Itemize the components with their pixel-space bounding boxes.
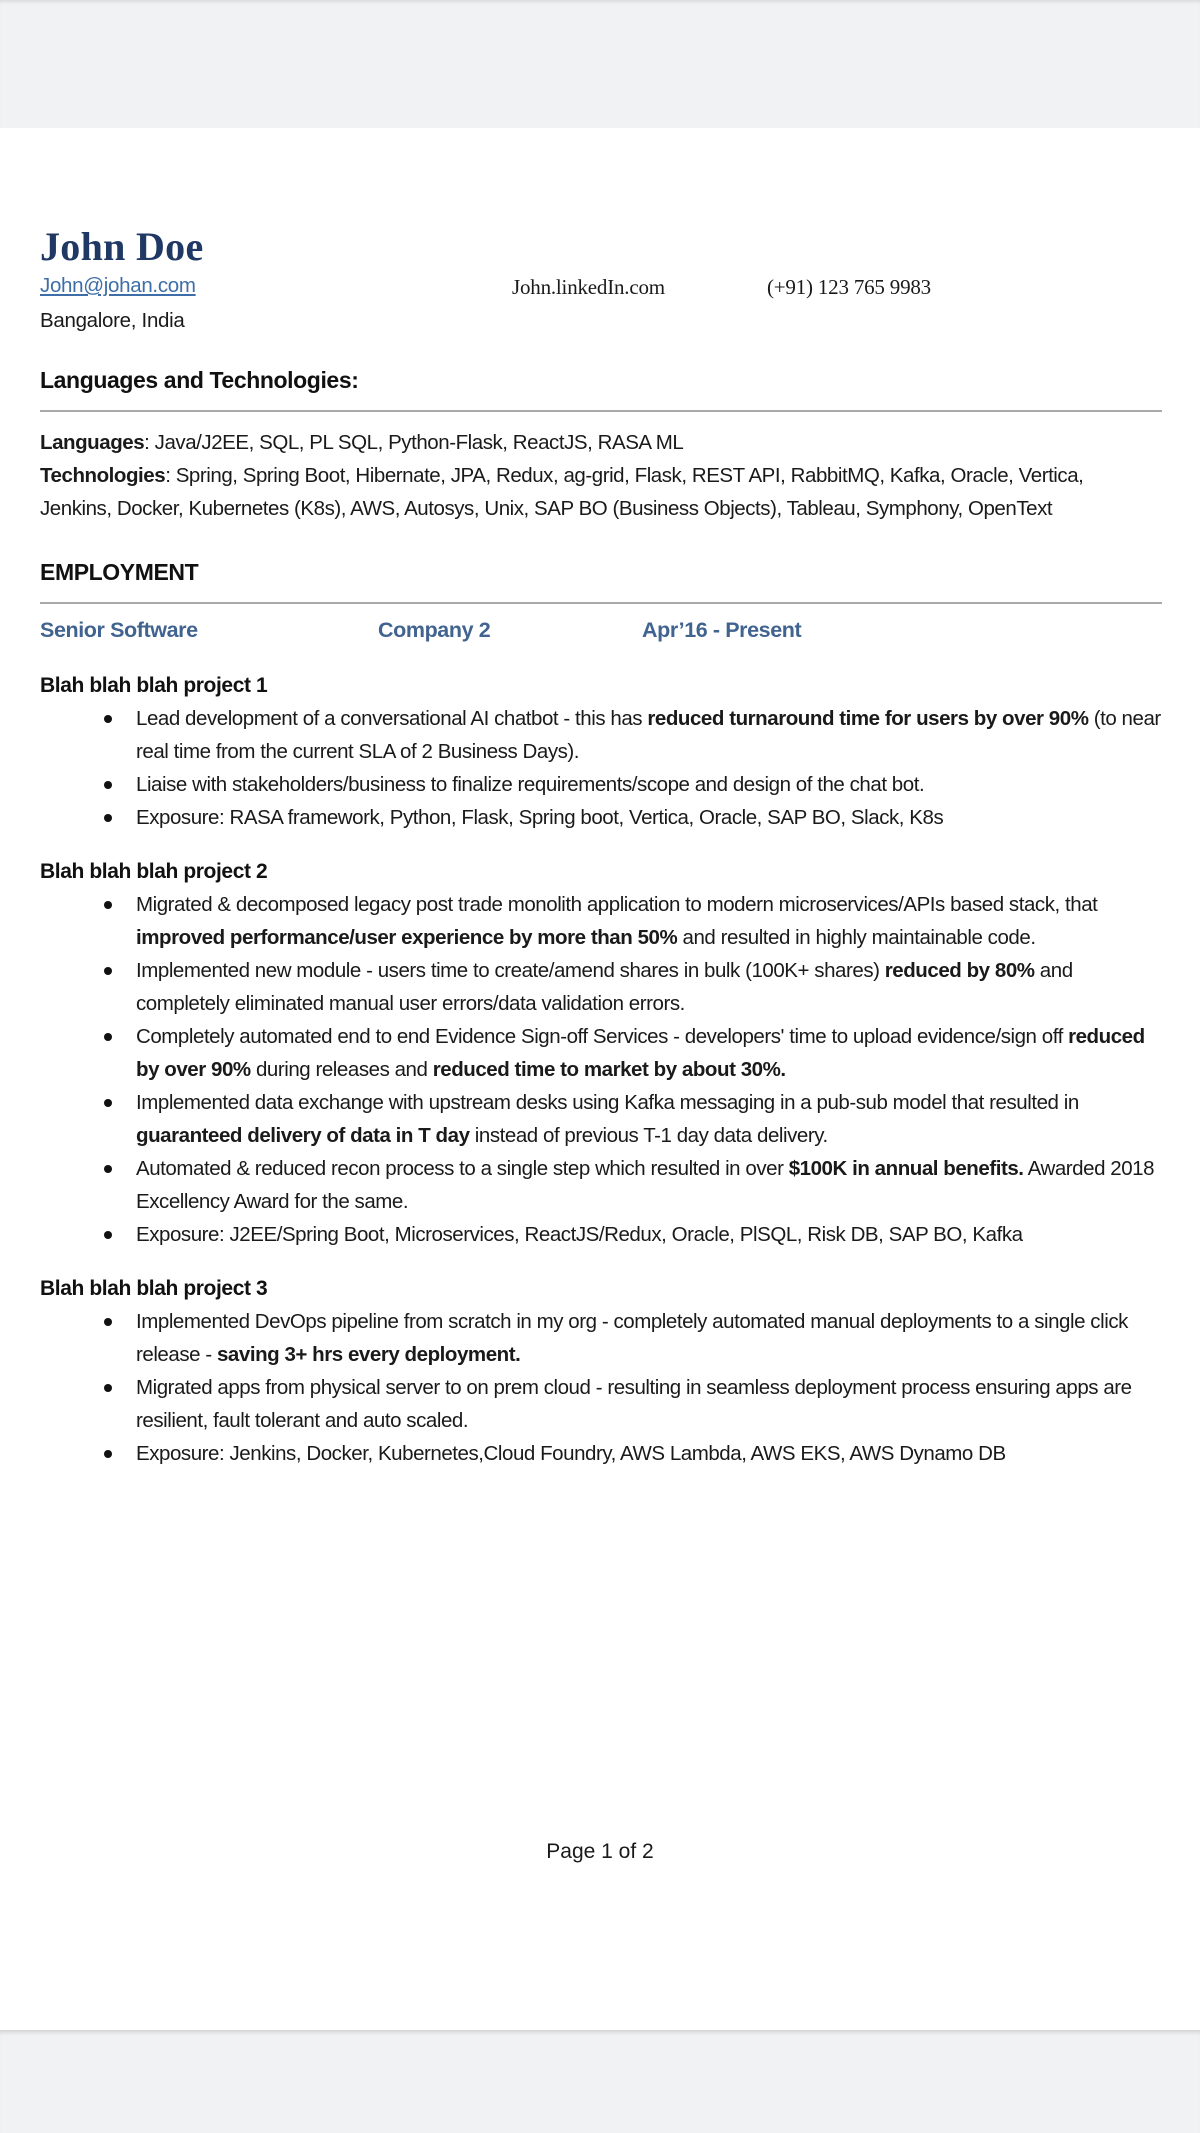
bullet-text: Exposure: J2EE/Spring Boot, Microservices, ReactJS/Redux, Oracle, PlSQL, Risk DB, SAP BO, Kafka <box>136 1223 1023 1246</box>
bullet-text: Exposure: RASA framework, Python, Flask, Spring boot, Vertica, Oracle, SAP BO, Slack, K8s <box>136 806 944 829</box>
bullet-text: Implemented DevOps pipeline from scratch in my org - completely automated manual deployments to a single click release - <box>136 1310 1128 1366</box>
page-indicator: Page 1 of 2 <box>546 1840 654 1863</box>
bullet-text: and resulted in highly maintainable code. <box>677 926 1036 949</box>
skills-section-heading: Languages and Technologies: <box>40 367 359 393</box>
bullet-text: instead of previous T-1 day data delivery. <box>469 1124 828 1147</box>
job-header-row <box>40 618 1164 656</box>
bullet-text: Lead development of a conversational AI chatbot - this has <box>136 707 648 730</box>
contact-row <box>40 274 1164 308</box>
bullet-emphasis: reduced by over 90% <box>136 1025 1145 1081</box>
skills-section-divider <box>40 410 1162 412</box>
bullet-emphasis: improved performance/user experience by more than 50% <box>136 926 678 949</box>
projects-container <box>40 674 1164 1470</box>
bullet-text: during releases and <box>250 1058 433 1081</box>
list-item <box>100 768 1164 801</box>
bullet-text: Liaise with stakeholders/business to finalize requirements/scope and design of the chat bot. <box>136 773 925 796</box>
bullet-text: Completely automated end to end Evidence Sign-off Services - developers' time to upload evidence/sign off <box>136 1025 1069 1048</box>
employment-section-divider <box>40 602 1162 604</box>
project-bullet-list <box>40 1305 1164 1470</box>
list-item <box>100 954 1164 1020</box>
bullet-emphasis: reduced time to market by about 30%. <box>432 1058 786 1081</box>
phone-text: (+91) 123 765 9983 <box>767 275 931 299</box>
bullet-text: (to near real time from the current SLA of 2 Business Days). <box>136 707 1161 763</box>
project-bullet-list <box>40 702 1164 834</box>
list-item <box>100 888 1164 954</box>
linkedin-text: John.linkedIn.com <box>512 275 665 299</box>
bullet-text: Awarded 2018 Excellency Award for the same. <box>136 1157 1155 1213</box>
page-title: John Doe <box>40 224 204 269</box>
bullet-text: Exposure: Jenkins, Docker, Kubernetes,Cloud Foundry, AWS Lambda, AWS EKS, AWS Dynamo DB <box>136 1442 1006 1465</box>
technologies-value: : Spring, Spring Boot, Hibernate, JPA, Redux, ag-grid, Flask, REST API, RabbitMQ, Kafka, Oracle, Vertica, Jenkins, Docker, Kubernetes (K8s), AWS, Autosys, Unix, SAP BO (Business Objects), Tableau, Symphony, OpenText <box>40 464 1084 520</box>
job-company: Company 2 <box>378 618 491 642</box>
employment-section-heading: EMPLOYMENT <box>40 559 199 585</box>
bullet-text: Implemented data exchange with upstream desks using Kafka messaging in a pub-sub model that resulted in <box>136 1091 1079 1114</box>
skills-body <box>40 426 1160 525</box>
project-block <box>40 1277 1164 1470</box>
bullet-text: Implemented new module - users time to create/amend shares in bulk (100K+ shares) <box>136 959 885 982</box>
project-title: Blah blah blah project 2 <box>40 860 268 883</box>
project-block <box>40 674 1164 834</box>
project-block <box>40 860 1164 1251</box>
technologies-label: Technologies <box>40 464 166 487</box>
project-bullet-list <box>40 888 1164 1251</box>
project-title: Blah blah blah project 3 <box>40 1277 268 1300</box>
list-item <box>100 1371 1164 1437</box>
job-dates: Apr’16 - Present <box>642 618 802 642</box>
list-item <box>100 702 1164 768</box>
bullet-text: and completely eliminated manual user errors/data validation errors. <box>136 959 1073 1015</box>
list-item <box>100 801 1164 834</box>
job-title: Senior Software <box>40 618 198 642</box>
languages-value: : Java/J2EE, SQL, PL SQL, Python-Flask, ReactJS, RASA ML <box>144 431 684 454</box>
bullet-text: Automated & reduced recon process to a single step which resulted in over <box>136 1157 789 1180</box>
bullet-emphasis: $100K in annual benefits. <box>788 1157 1024 1180</box>
bullet-emphasis: saving 3+ hrs every deployment. <box>216 1343 521 1366</box>
list-item <box>100 1437 1164 1470</box>
bullet-emphasis: guaranteed delivery of data in T day <box>136 1124 470 1147</box>
bullet-emphasis: reduced turnaround time for users by over 90% <box>647 707 1089 730</box>
viewer-top-background <box>0 0 1200 128</box>
bullet-text: Migrated apps from physical server to on prem cloud - resulting in seamless deployment process ensuring apps are resilient, fault tolerant and auto scaled. <box>136 1376 1132 1432</box>
bullet-emphasis: reduced by 80% <box>884 959 1035 982</box>
list-item <box>100 1020 1164 1086</box>
email-link[interactable]: John@johan.com <box>40 274 196 297</box>
list-item <box>100 1218 1164 1251</box>
resume-page <box>0 128 1200 2030</box>
languages-line <box>40 426 1160 459</box>
viewer-bottom-background <box>0 2030 1200 2133</box>
project-title: Blah blah blah project 1 <box>40 674 268 697</box>
list-item <box>100 1152 1164 1218</box>
list-item <box>100 1305 1164 1371</box>
location-text: Bangalore, India <box>40 309 185 332</box>
technologies-line <box>40 459 1160 525</box>
list-item <box>100 1086 1164 1152</box>
languages-label: Languages <box>40 431 145 454</box>
bullet-text: Migrated & decomposed legacy post trade monolith application to modern microservices/APIs based stack, that <box>136 893 1098 916</box>
